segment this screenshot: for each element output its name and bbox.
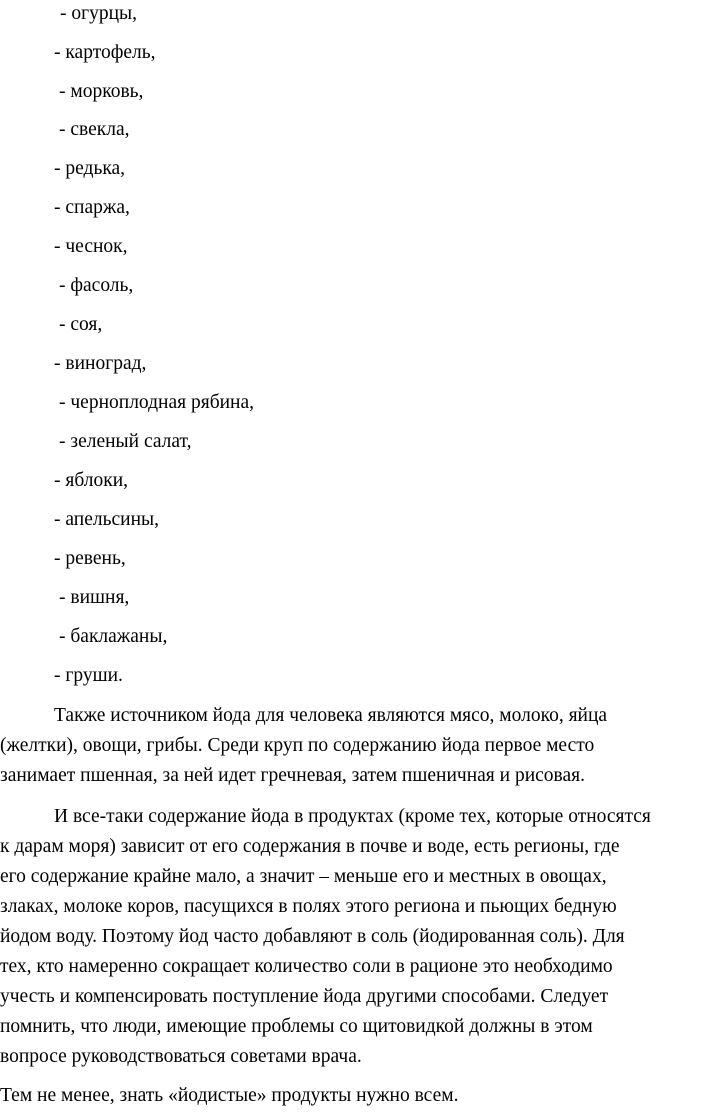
list-item: - свекла, (59, 119, 130, 140)
paragraph-line: помнить, что люди, имеющие проблемы со щитовидкой должны в этом (0, 1016, 593, 1037)
list-item: - баклажаны, (59, 626, 168, 647)
list-item: - яблоки, (54, 470, 129, 491)
list-item: - морковь, (59, 81, 144, 102)
paragraph-line: тех, кто намеренно сокращает количество соли в рационе это необходимо (0, 956, 613, 977)
paragraph-line: (желтки), овощи, грибы. Среди круп по содержанию йода первое место (0, 735, 595, 756)
list-item: - картофель, (54, 42, 156, 63)
list-item: - фасоль, (59, 275, 134, 296)
paragraph-line: его содержание крайне мало, а значит – меньше его и местных в овощах, (0, 866, 607, 887)
list-item: - груши. (54, 665, 123, 686)
list-item: - черноплодная рябина, (59, 392, 255, 413)
paragraph-line: занимает пшенная, за ней идет гречневая, затем пшеничная и рисовая. (0, 765, 585, 786)
list-item: - апельсины, (54, 509, 159, 530)
paragraph-line: Также источником йода для человека являются мясо, молоко, яйца (54, 705, 608, 726)
list-item: - вишня, (59, 587, 130, 608)
paragraph-line: злаках, молоке коров, пасущихся в полях этого региона и пьющих бедную (0, 896, 617, 917)
list-item: - ревень, (54, 548, 126, 569)
paragraph-line: йодом воду. Поэтому йод часто добавляют в соль (йодированная соль). Для (0, 926, 625, 947)
list-item: - спаржа, (54, 197, 130, 218)
paragraph-line: учесть и компенсировать поступление йода другими способами. Следует (0, 986, 609, 1007)
list-item: - виноград, (54, 353, 147, 374)
paragraph-line: И все-таки содержание йода в продуктах (кроме тех, которые относятся (54, 806, 651, 827)
list-item: - редька, (54, 158, 126, 179)
list-item: - соя, (59, 314, 103, 335)
list-item: - чеснок, (54, 236, 128, 257)
list-item: - огурцы, (60, 3, 138, 24)
paragraph-line: вопросе руководствоваться советами врача. (0, 1046, 362, 1067)
list-item: - зеленый салат, (59, 431, 192, 452)
paragraph-line: Тем не менее, знать «йодистые» продукты нужно всем. (0, 1085, 459, 1106)
paragraph-line: к дарам моря) зависит от его содержания в почве и воде, есть регионы, где (0, 836, 620, 857)
